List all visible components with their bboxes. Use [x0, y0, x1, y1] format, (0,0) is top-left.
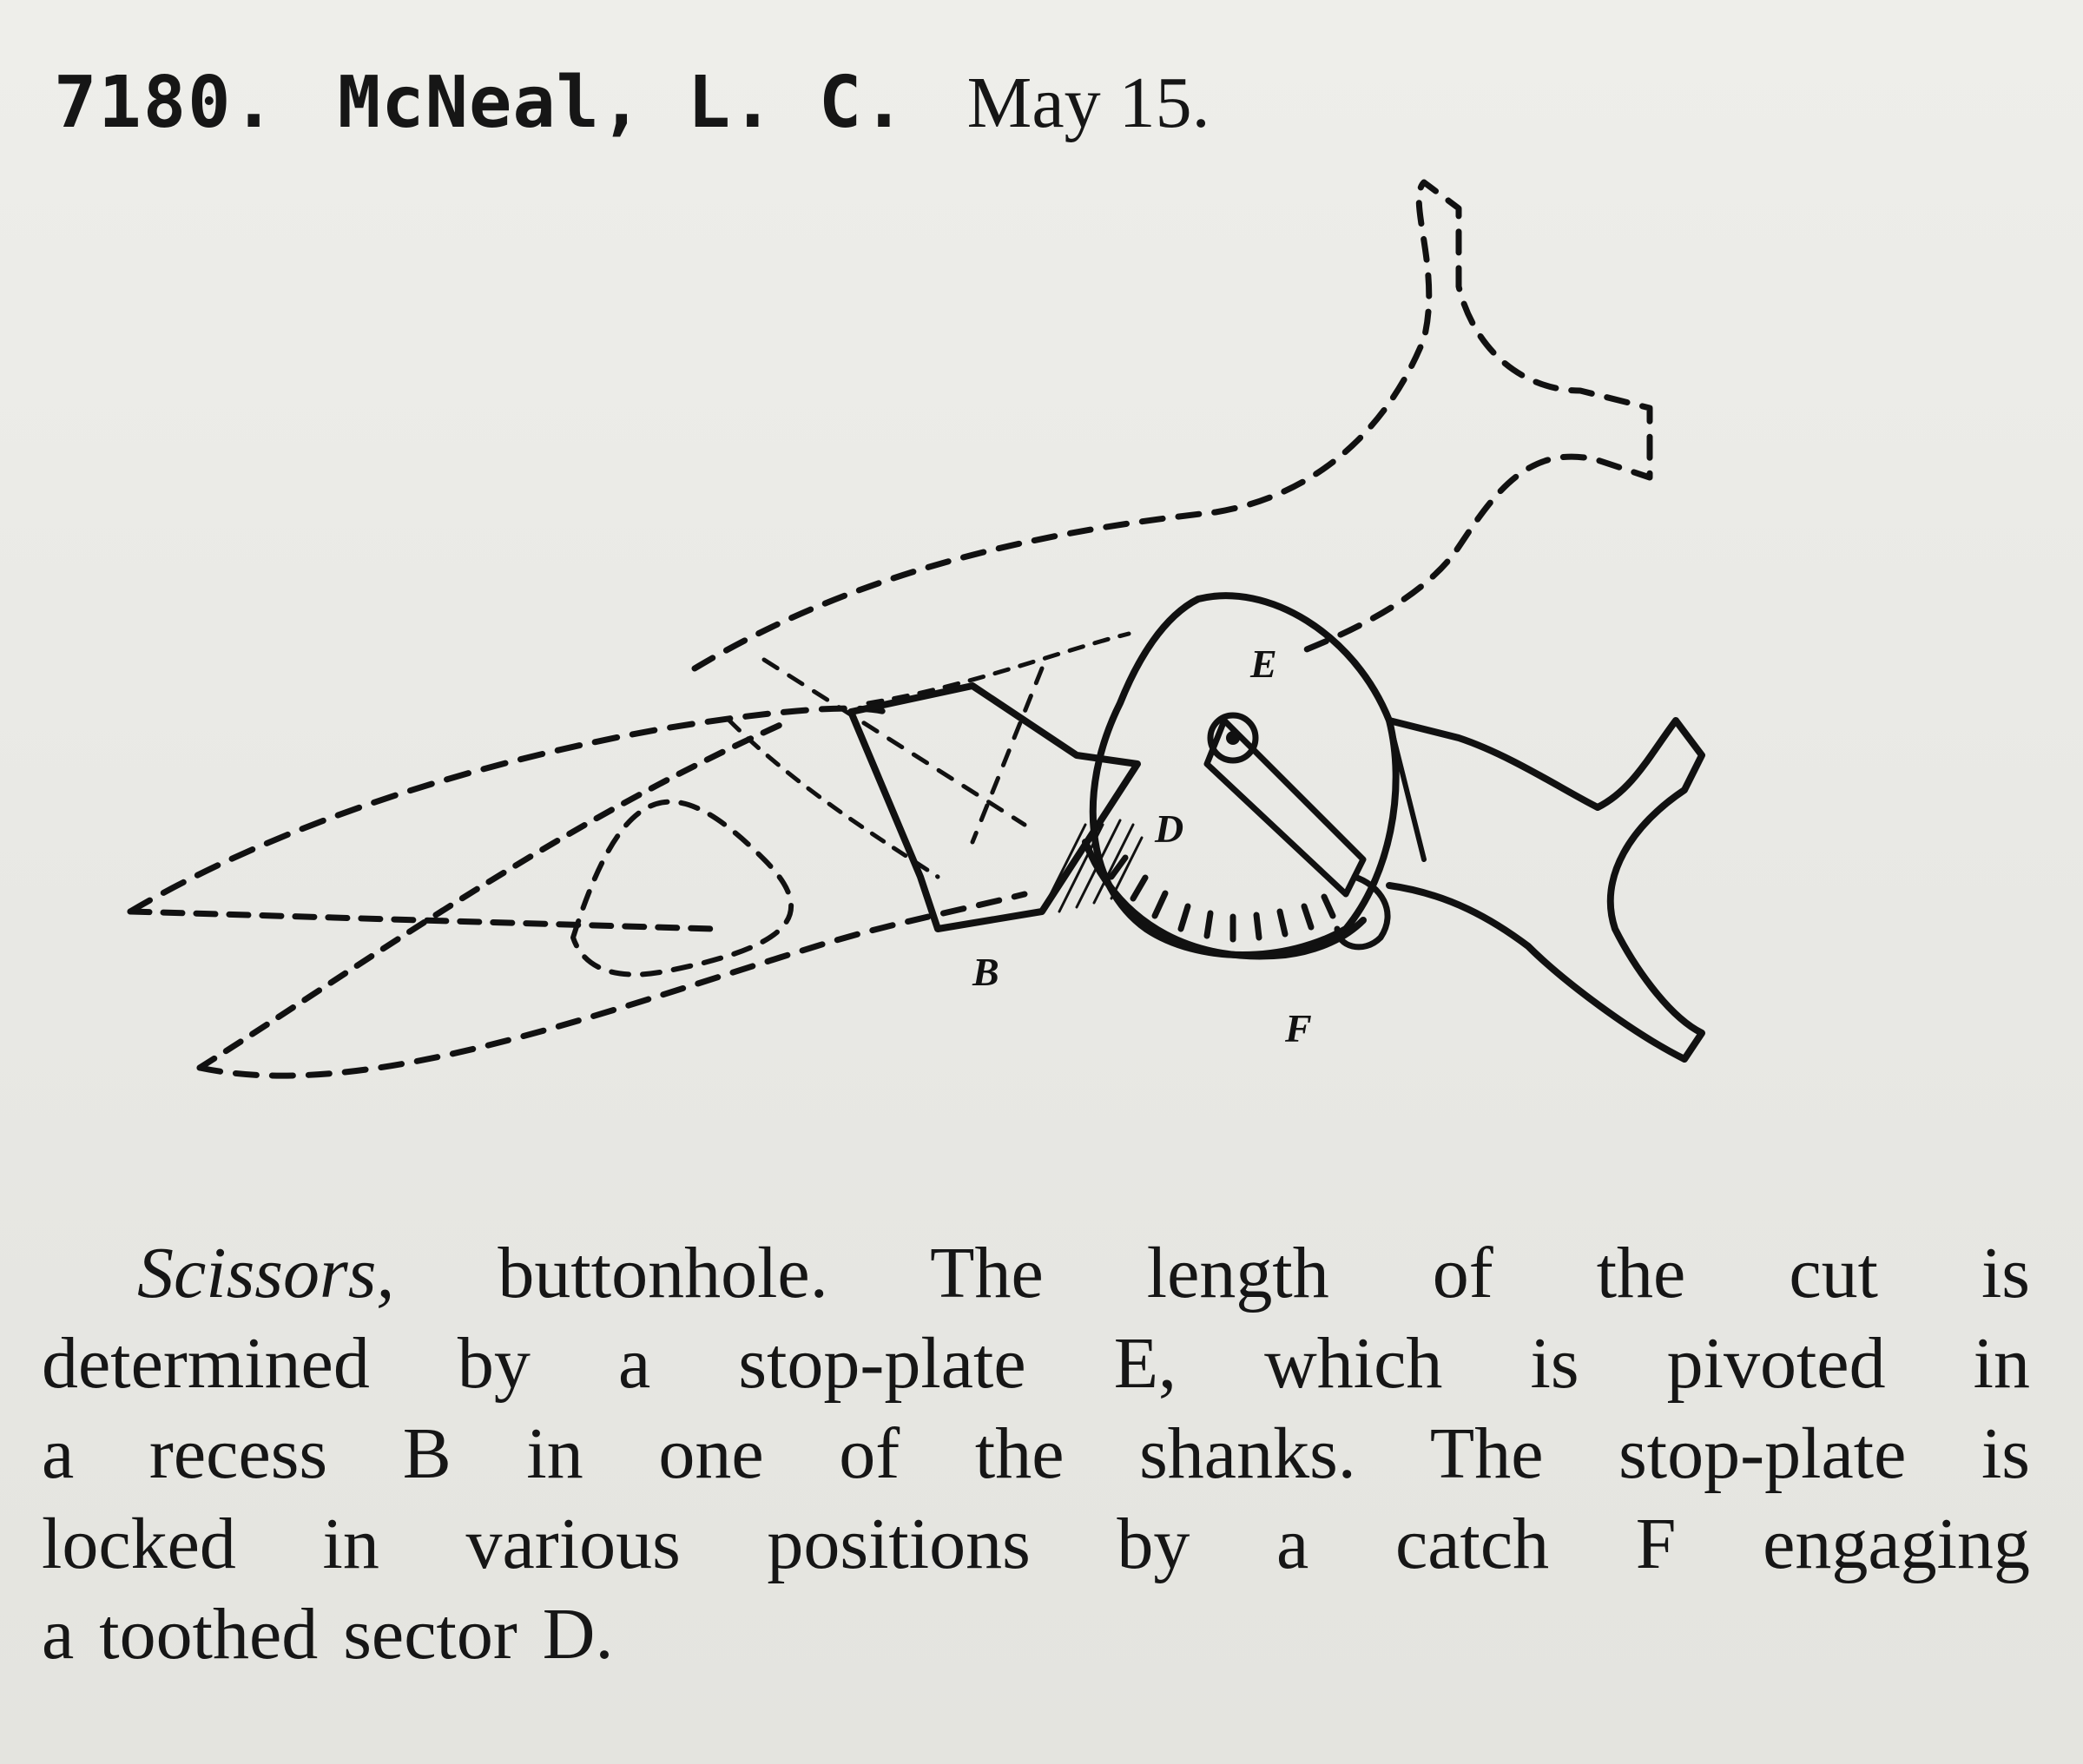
description-line-2: determined by a stop-plate E, which is pivoted in: [42, 1323, 2030, 1404]
dashed-diagonal-1: [764, 660, 1025, 825]
stop-plate-E: [1093, 596, 1396, 955]
scissors-illustration: [104, 165, 1962, 1102]
dashed-lower-blade: [200, 894, 1025, 1076]
label-B: B: [972, 950, 999, 994]
description-line-3: a recess B in one of the shanks. The stop-plate is: [42, 1413, 2030, 1494]
dashed-handle: [695, 182, 1650, 668]
patent-date: May 15.: [966, 63, 1210, 143]
dashed-lower-blade-edge: [200, 721, 790, 1068]
patent-description: [42, 1228, 2030, 1680]
description-line-5: a toothed sector D.: [42, 1594, 614, 1675]
description-line-4: locked in various positions by a catch F engaging: [42, 1504, 2030, 1584]
solid-handle: [1389, 721, 1702, 1059]
description-line-1: [42, 1228, 2030, 1319]
catch-arm: [1207, 721, 1363, 894]
patent-header: [54, 61, 1210, 156]
description-text-1: buttonhole. The length of the cut is: [394, 1233, 2030, 1313]
inventor-name: McNeal, L. C.: [337, 62, 906, 144]
label-D: D: [1155, 806, 1184, 851]
dashed-upper-blade: [130, 708, 886, 912]
label-E: E: [1250, 642, 1277, 686]
scissors-drawing: [104, 165, 1962, 1102]
description-title: Scissors,: [137, 1233, 395, 1313]
dashed-diagonal-3: [868, 634, 1129, 703]
patent-number: 7180.: [54, 62, 277, 144]
dashed-inner-loop: [573, 802, 791, 975]
label-F: F: [1285, 1006, 1312, 1050]
